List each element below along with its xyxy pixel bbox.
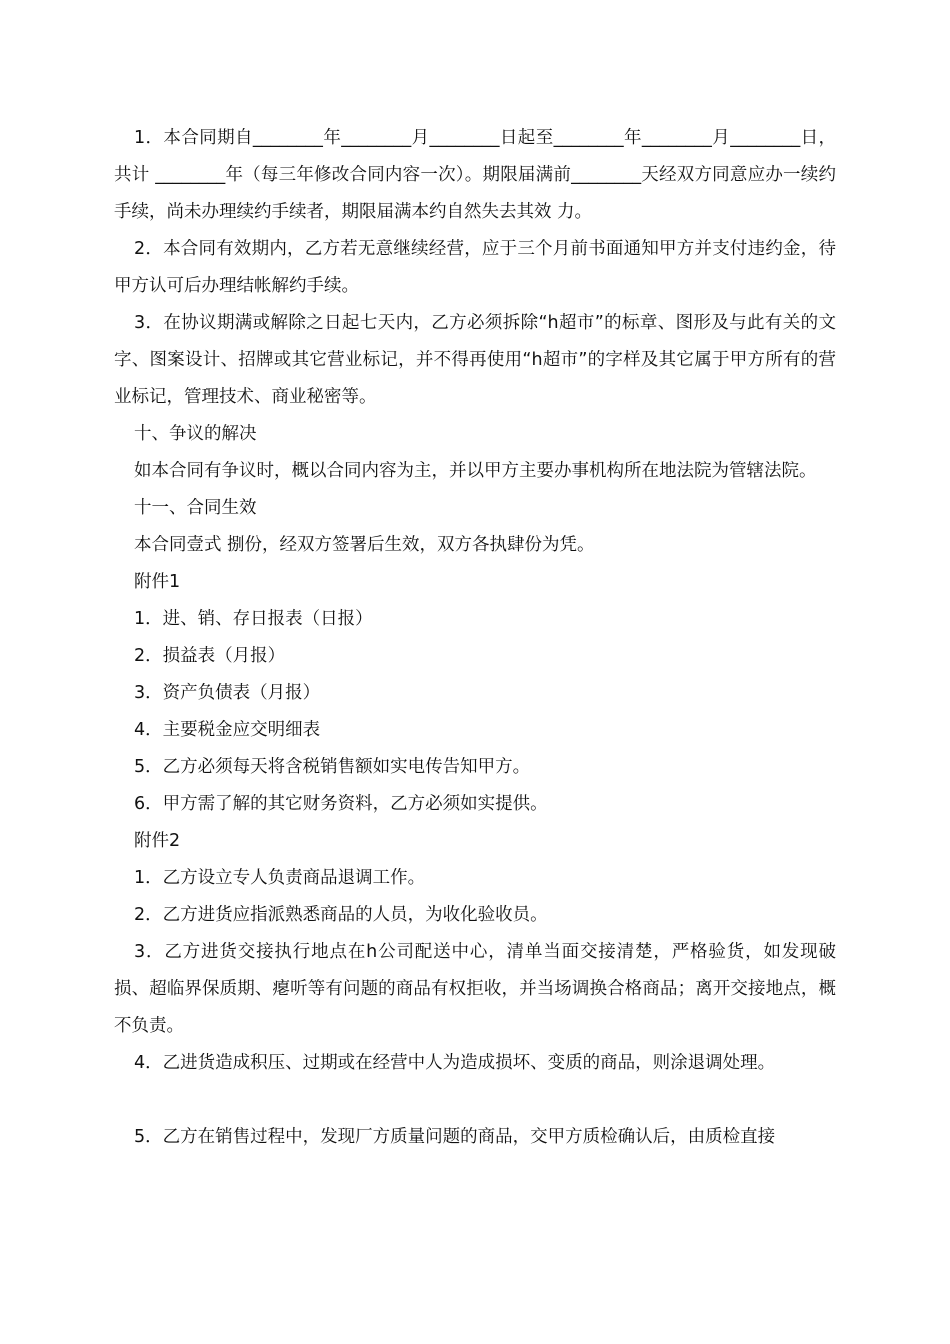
clause-remove-marks: 3．在协议期满或解除之日起七天内，乙方必须拆除“h超市”的标章、图形及与此有关的文字、图案设计、招牌或其它营业标记，并不得再使用“h超市”的字样及其它属于甲方所有的营业标记，管理技术、商业秘密等。 xyxy=(114,313,836,407)
attachment-1-item: 4．主要税金应交明细表 xyxy=(134,720,321,740)
attachment-1-item: 1．进、销、存日报表（日报） xyxy=(134,609,373,629)
section-heading-effect: 十一、合同生效 xyxy=(134,498,257,518)
attachment-2-item: 5．乙方在销售过程中，发现厂方质量问题的商品，交甲方质检确认后，由质检直接 xyxy=(134,1127,776,1147)
clause-dispute: 如本合同有争议时，概以合同内容为主，并以甲方主要办事机构所在地法院为管辖法院。 xyxy=(134,461,817,481)
attachment-2-heading: 附件2 xyxy=(134,831,181,851)
clause-effect: 本合同壹式 捌份，经双方签署后生效，双方各执肆份为凭。 xyxy=(134,535,595,555)
section-heading-dispute: 十、争议的解决 xyxy=(134,424,257,444)
attachment-1-item: 2．损益表（月报） xyxy=(134,646,286,666)
attachment-1-item: 6．甲方需了解的其它财务资料，乙方必须如实提供。 xyxy=(134,794,548,814)
attachment-1-item: 3．资产负债表（月报） xyxy=(134,683,321,703)
blank-line xyxy=(114,1082,836,1119)
clause-term: 1．本合同期自________年________月________日起至________年________月________日，共计 ________年（每三年修改合同内容一次）。期限届满前________天经双方同意应办一续约手续，尚未办理续约手续者，期限届满本约自然失去其效 力。 xyxy=(114,128,836,222)
attachment-2-item: 3．乙方进货交接执行地点在h公司配送中心，清单当面交接清楚，严格验货，如发现破损、超临界保质期、瘪听等有问题的商品有权拒收，并当场调换合格商品；离开交接地点，概不负责。 xyxy=(114,942,836,1036)
attachment-2-item: 1．乙方设立专人负责商品退调工作。 xyxy=(134,868,426,888)
document-body xyxy=(114,120,836,1156)
attachment-2-item: 2．乙方进货应指派熟悉商品的人员，为收化验收员。 xyxy=(134,905,548,925)
attachment-1-item: 5．乙方必须每天将含税销售额如实电传告知甲方。 xyxy=(134,757,531,777)
attachment-1-heading: 附件1 xyxy=(134,572,181,592)
attachment-2-item: 4．乙进货造成积压、过期或在经营中人为造成损坏、变质的商品，则涂退调处理。 xyxy=(134,1053,776,1073)
clause-termination-notice: 2．本合同有效期内，乙方若无意继续经营，应于三个月前书面通知甲方并支付违约金，待甲方认可后办理结帐解约手续。 xyxy=(114,239,836,296)
